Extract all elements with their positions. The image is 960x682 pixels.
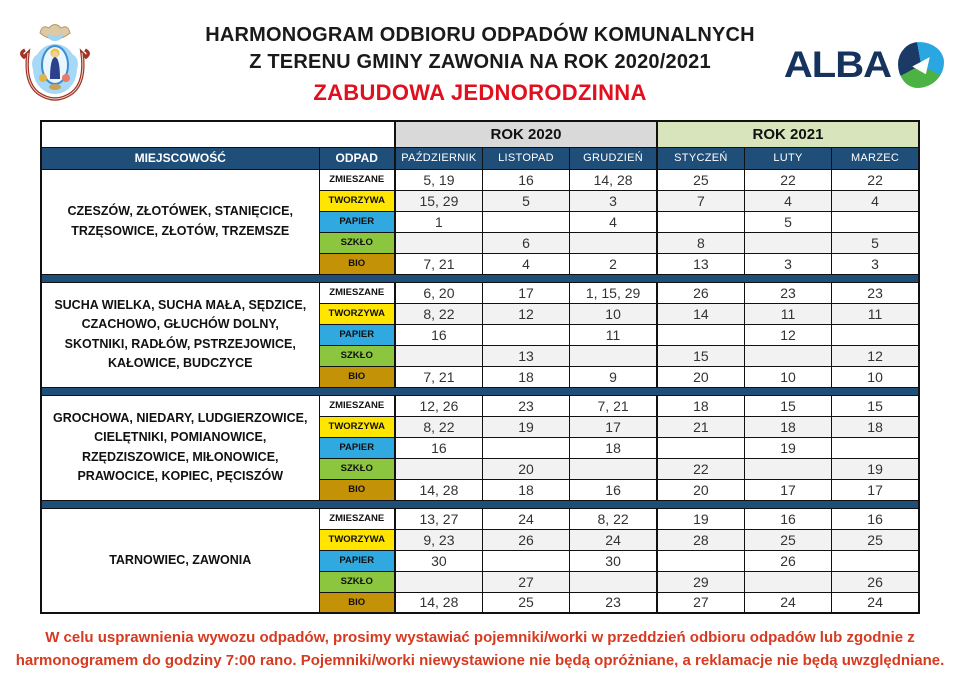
- schedule-cell: 26: [744, 550, 831, 571]
- col-header-odpad: ODPAD: [319, 147, 395, 169]
- area-cell: SUCHA WIELKA, SUCHA MAŁA, SĘDZICE, CZACHOWO, GŁUCHÓW DOLNY, SKOTNIKI, RADŁÓW, PSTRZEJOWICE, KAŁOWICE, BUDCZYCE: [41, 282, 319, 387]
- month-header: GRUDZIEŃ: [570, 147, 657, 169]
- month-header: STYCZEŃ: [657, 147, 744, 169]
- waste-type-cell: ZMIESZANE: [319, 282, 395, 303]
- schedule-cell: 9, 23: [395, 529, 482, 550]
- schedule-cell: 9: [570, 366, 657, 387]
- schedule-cell: [395, 571, 482, 592]
- schedule-cell: 30: [395, 550, 482, 571]
- schedule-cell: 13: [657, 253, 744, 274]
- schedule-cell: 29: [657, 571, 744, 592]
- schedule-cell: 17: [832, 479, 919, 500]
- schedule-cell: 27: [482, 571, 569, 592]
- col-header-miejscowosc: MIEJSCOWOŚĆ: [41, 147, 319, 169]
- month-header-row: [41, 147, 919, 169]
- schedule-table: [40, 120, 920, 614]
- schedule-cell: 23: [832, 282, 919, 303]
- schedule-cell: 22: [657, 458, 744, 479]
- schedule-cell: 26: [657, 282, 744, 303]
- alba-logo: [784, 42, 944, 88]
- schedule-cell: [570, 458, 657, 479]
- schedule-cell: 18: [832, 416, 919, 437]
- schedule-cell: 14, 28: [395, 592, 482, 613]
- waste-type-cell: BIO: [319, 592, 395, 613]
- schedule-cell: 19: [832, 458, 919, 479]
- schedule-cell: [832, 550, 919, 571]
- schedule-cell: 25: [482, 592, 569, 613]
- waste-type-cell: SZKŁO: [319, 232, 395, 253]
- schedule-cell: 4: [482, 253, 569, 274]
- schedule-cell: [482, 437, 569, 458]
- schedule-cell: 24: [570, 529, 657, 550]
- schedule-cell: 22: [832, 169, 919, 190]
- alba-logo-text: ALBA: [783, 44, 891, 85]
- schedule-cell: 10: [570, 303, 657, 324]
- schedule-cell: [570, 232, 657, 253]
- waste-type-cell: TWORZYWA: [319, 416, 395, 437]
- schedule-cell: 25: [657, 169, 744, 190]
- schedule-cell: 26: [832, 571, 919, 592]
- schedule-cell: 27: [657, 592, 744, 613]
- schedule-cell: 15: [657, 345, 744, 366]
- schedule-cell: [744, 571, 831, 592]
- schedule-cell: 14, 28: [395, 479, 482, 500]
- waste-type-cell: ZMIESZANE: [319, 508, 395, 529]
- waste-type-cell: BIO: [319, 253, 395, 274]
- schedule-cell: 19: [657, 508, 744, 529]
- waste-type-cell: SZKŁO: [319, 571, 395, 592]
- schedule-cell: 14, 28: [570, 169, 657, 190]
- schedule-cell: 22: [744, 169, 831, 190]
- schedule-cell: 18: [482, 366, 569, 387]
- schedule-cell: 23: [744, 282, 831, 303]
- waste-type-cell: BIO: [319, 366, 395, 387]
- schedule-cell: [657, 437, 744, 458]
- waste-type-cell: TWORZYWA: [319, 190, 395, 211]
- schedule-cell: 7, 21: [395, 366, 482, 387]
- schedule-cell: 10: [744, 366, 831, 387]
- schedule-cell: 28: [657, 529, 744, 550]
- schedule-cell: 3: [570, 190, 657, 211]
- schedule-cell: 18: [482, 479, 569, 500]
- schedule-cell: 18: [744, 416, 831, 437]
- waste-type-cell: ZMIESZANE: [319, 169, 395, 190]
- block-separator: [41, 500, 919, 508]
- schedule-cell: 17: [570, 416, 657, 437]
- schedule-body: [41, 169, 919, 613]
- schedule-cell: 4: [570, 211, 657, 232]
- schedule-cell: 10: [832, 366, 919, 387]
- schedule-cell: 20: [482, 458, 569, 479]
- page-title-line1: HARMONOGRAM ODBIORU ODPADÓW KOMUNALNYCH: [205, 24, 755, 46]
- schedule-cell: 20: [657, 479, 744, 500]
- year-2020-header: ROK 2020: [395, 121, 657, 147]
- schedule-cell: 3: [744, 253, 831, 274]
- page-header: [0, 0, 960, 116]
- footer-note: W celu usprawnienia wywozu odpadów, prosimy wystawiać pojemniki/worki w przeddzień odbioru odpadów lub zgodnie z harmonogramem do godziny 7:00 rano. Pojemniki/worki niewystawione nie będą opróżniane, a reklamacje nie będą uwzględniane.: [15, 629, 945, 670]
- schedule-cell: 23: [570, 592, 657, 613]
- schedule-cell: 16: [395, 437, 482, 458]
- block-separator: [41, 387, 919, 395]
- corner-cell: [41, 121, 395, 147]
- schedule-cell: 20: [657, 366, 744, 387]
- page-subtitle: ZABUDOWA JEDNORODZINNA: [313, 80, 647, 105]
- schedule-cell: 8: [657, 232, 744, 253]
- schedule-cell: 12: [482, 303, 569, 324]
- schedule-cell: 25: [832, 529, 919, 550]
- schedule-cell: 13, 27: [395, 508, 482, 529]
- waste-type-cell: PAPIER: [319, 550, 395, 571]
- schedule-cell: 11: [744, 303, 831, 324]
- schedule-cell: 5, 19: [395, 169, 482, 190]
- schedule-cell: 11: [570, 324, 657, 345]
- schedule-cell: 8, 22: [395, 303, 482, 324]
- schedule-cell: 19: [482, 416, 569, 437]
- schedule-cell: 6: [482, 232, 569, 253]
- schedule-cell: 16: [395, 324, 482, 345]
- schedule-cell: 7, 21: [570, 395, 657, 416]
- area-cell: GROCHOWA, NIEDARY, LUDGIERZOWICE, CIELĘTNIKI, POMIANOWICE, RZĘDZISZOWICE, MIŁONOWICE, PRAWOCICE, KOPIEC, PĘCISZÓW: [41, 395, 319, 500]
- schedule-cell: [832, 324, 919, 345]
- block-separator: [41, 274, 919, 282]
- schedule-cell: [832, 437, 919, 458]
- schedule-cell: 18: [570, 437, 657, 458]
- month-header: LISTOPAD: [482, 147, 569, 169]
- waste-type-cell: TWORZYWA: [319, 529, 395, 550]
- page-title-line2: Z TERENU GMINY ZAWONIA NA ROK 2020/2021: [249, 51, 711, 73]
- schedule-cell: [482, 324, 569, 345]
- schedule-cell: [482, 211, 569, 232]
- schedule-cell: 4: [832, 190, 919, 211]
- schedule-cell: 16: [832, 508, 919, 529]
- schedule-cell: 12: [744, 324, 831, 345]
- schedule-cell: 13: [482, 345, 569, 366]
- waste-type-cell: PAPIER: [319, 324, 395, 345]
- year-2021-header: ROK 2021: [657, 121, 919, 147]
- waste-type-cell: ZMIESZANE: [319, 395, 395, 416]
- schedule-cell: 5: [482, 190, 569, 211]
- schedule-cell: 4: [744, 190, 831, 211]
- schedule-cell: 15: [744, 395, 831, 416]
- schedule-cell: 18: [657, 395, 744, 416]
- schedule-cell: 24: [482, 508, 569, 529]
- schedule-cell: 1, 15, 29: [570, 282, 657, 303]
- schedule-cell: 11: [832, 303, 919, 324]
- alba-logo-mark-icon: [898, 42, 944, 88]
- schedule-cell: 7: [657, 190, 744, 211]
- schedule-cell: [570, 571, 657, 592]
- area-cell: TARNOWIEC, ZAWONIA: [41, 508, 319, 613]
- schedule-cell: 15, 29: [395, 190, 482, 211]
- month-header: MARZEC: [832, 147, 919, 169]
- waste-type-cell: TWORZYWA: [319, 303, 395, 324]
- schedule-cell: 16: [482, 169, 569, 190]
- schedule-cell: [482, 550, 569, 571]
- schedule-cell: 30: [570, 550, 657, 571]
- waste-type-cell: SZKŁO: [319, 345, 395, 366]
- schedule-cell: 25: [744, 529, 831, 550]
- schedule-cell: [395, 345, 482, 366]
- schedule-cell: 17: [482, 282, 569, 303]
- schedule-cell: [832, 211, 919, 232]
- schedule-cell: 1: [395, 211, 482, 232]
- schedule-cell: [570, 345, 657, 366]
- schedule-cell: 12: [832, 345, 919, 366]
- schedule-cell: 8, 22: [395, 416, 482, 437]
- schedule-cell: 12, 26: [395, 395, 482, 416]
- schedule-cell: 23: [482, 395, 569, 416]
- waste-type-cell: SZKŁO: [319, 458, 395, 479]
- schedule-cell: 16: [744, 508, 831, 529]
- schedule-cell: 5: [832, 232, 919, 253]
- schedule-cell: [395, 458, 482, 479]
- schedule-cell: 17: [744, 479, 831, 500]
- schedule-cell: [744, 232, 831, 253]
- schedule-cell: [657, 324, 744, 345]
- schedule-cell: [744, 345, 831, 366]
- schedule-cell: [744, 458, 831, 479]
- schedule-cell: 21: [657, 416, 744, 437]
- schedule-cell: [395, 232, 482, 253]
- gmina-zawonia-crest-icon: [16, 20, 94, 108]
- schedule-cell: [657, 211, 744, 232]
- schedule-cell: 2: [570, 253, 657, 274]
- schedule-cell: 7, 21: [395, 253, 482, 274]
- month-header: LUTY: [744, 147, 831, 169]
- schedule-cell: 24: [832, 592, 919, 613]
- schedule-cell: 15: [832, 395, 919, 416]
- waste-type-cell: BIO: [319, 479, 395, 500]
- waste-type-cell: PAPIER: [319, 437, 395, 458]
- month-header: PAŹDZIERNIK: [395, 147, 482, 169]
- schedule-cell: [657, 550, 744, 571]
- schedule-cell: 8, 22: [570, 508, 657, 529]
- schedule-cell: 3: [832, 253, 919, 274]
- area-cell: CZESZÓW, ZŁOTÓWEK, STANIĘCICE, TRZĘSOWICE, ZŁOTÓW, TRZEMSZE: [41, 169, 319, 274]
- schedule-cell: 26: [482, 529, 569, 550]
- waste-type-cell: PAPIER: [319, 211, 395, 232]
- schedule-cell: 24: [744, 592, 831, 613]
- schedule-cell: 5: [744, 211, 831, 232]
- schedule-cell: 6, 20: [395, 282, 482, 303]
- schedule-cell: 19: [744, 437, 831, 458]
- schedule-cell: 16: [570, 479, 657, 500]
- schedule-cell: 14: [657, 303, 744, 324]
